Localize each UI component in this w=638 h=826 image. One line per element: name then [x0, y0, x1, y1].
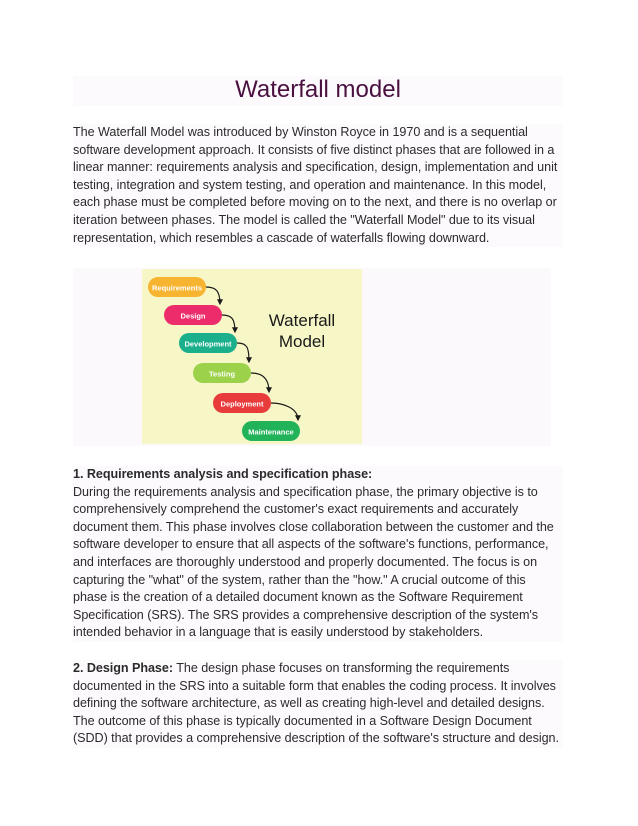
- step-label-0: Requirements: [151, 283, 203, 293]
- step-label-5: Maintenance: [248, 427, 294, 437]
- step-label-4: Deployment: [220, 399, 264, 409]
- section-design-body: The design phase focuses on transforming the requirements documented in the SRS into a suitable form that enables the coding process. It involves defining the software architecture, as well as creating high-level and detailed designs. The outcome of this phase is typically documented in a Software Design Document (SDD) that provides a comprehensive description of the software's structure and design.: [73, 661, 559, 746]
- step-arrow-0: [206, 287, 220, 304]
- section-requirements: [73, 466, 563, 642]
- title-block: [73, 76, 563, 106]
- section-requirements-text: [73, 466, 563, 642]
- step-arrow-4: [271, 403, 298, 420]
- section-design-text: [73, 660, 563, 748]
- waterfall-diagram-svg: [142, 269, 362, 444]
- step-label-2: Development: [184, 339, 232, 349]
- diagram-heading-line1: Waterfall: [268, 311, 336, 330]
- step-label-1: Design: [180, 311, 206, 321]
- section-design: [73, 660, 563, 748]
- step-arrow-1: [222, 315, 235, 332]
- page-title: Waterfall model: [235, 76, 401, 103]
- waterfall-diagram: [142, 269, 362, 444]
- diagram-heading-line2: Model: [278, 332, 326, 351]
- intro-paragraph: The Waterfall Model was introduced by Winston Royce in 1970 and is a sequential software development approach. It consists of five distinct phases that are followed in a linear manner: requirements analysis and specification, design, implementation and unit testing, integration and system testing, and operation and maintenance. In this model, each phase must be completed before moving on to the next, and there is no overlap or iteration between phases. The model is called the "Waterfall Model" due to its visual representation, which resembles a cascade of waterfalls flowing downward.: [73, 125, 558, 245]
- step-label-3: Testing: [208, 369, 236, 379]
- intro-section: [73, 124, 563, 247]
- section-requirements-body: During the requirements analysis and specification phase, the primary objective is to comprehensively comprehend the customer's exact requirements and accurately document them. This phase involves close collaboration between the customer and the software developer to ensure that all aspects of the software's functions, performance, and interfaces are thoroughly understood and properly documented. The focus is on capturing the "what" of the system, rather than the "how." A crucial outcome of this phase is the creation of a detailed document known as the Software Requirement Specification (SRS). The SRS provides a comprehensive description of the system's intended behavior in a language that is easily understood by stakeholders.: [73, 484, 554, 640]
- section-requirements-heading: 1. Requirements analysis and specification phase:: [73, 467, 373, 481]
- section-design-heading: 2. Design Phase:: [73, 661, 173, 675]
- step-arrow-2: [237, 343, 249, 362]
- step-arrow-3: [251, 373, 269, 392]
